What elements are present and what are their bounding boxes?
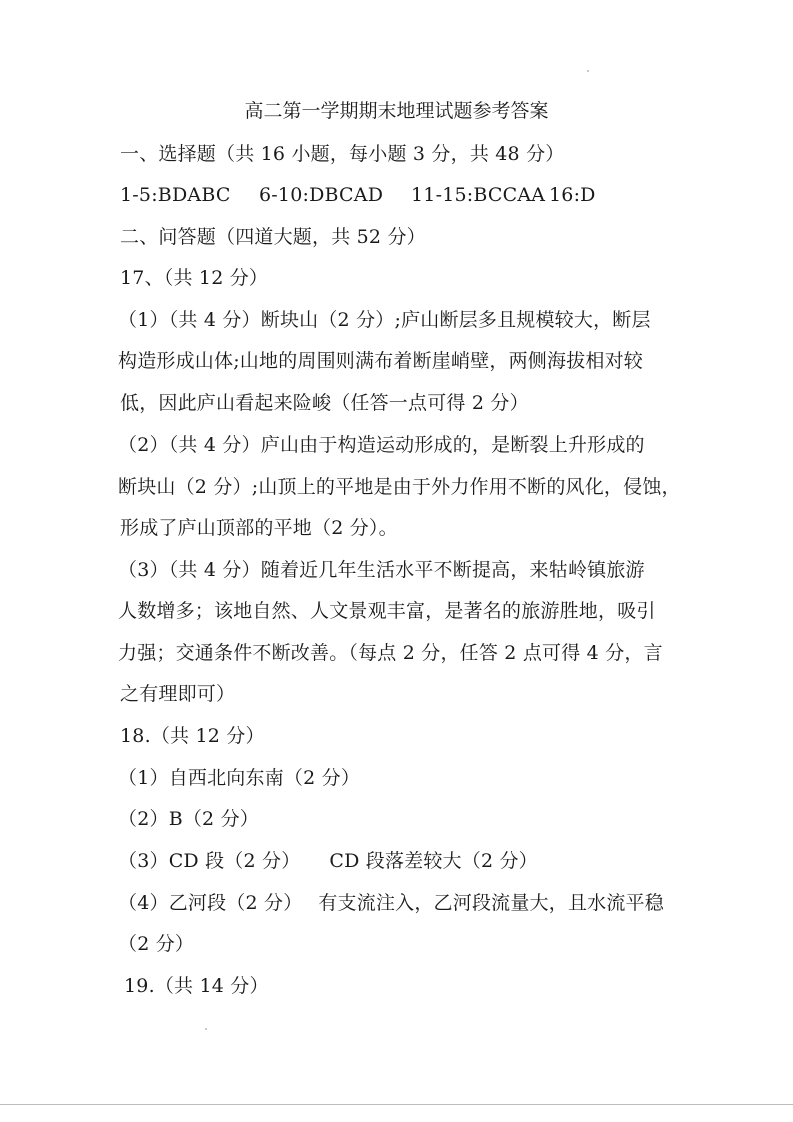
section2-heading: 二、问答题（四道大题，共 52 分） <box>120 226 426 248</box>
q17-part1-line3: 低，因此庐山看起来险峻（任答一点可得 2 分） <box>120 392 529 414</box>
q17-part2-line3: 形成了庐山顶部的平地（2 分）。 <box>120 517 398 539</box>
q18-answer4-line2: （2 分） <box>118 933 195 955</box>
q17-part3-line4: 之有理即可） <box>120 683 236 705</box>
page-bottom-edge <box>0 1104 793 1105</box>
scan-speck <box>587 70 589 72</box>
q17-part3-line2: 人数增多；该地自然、人文景观丰富，是著名的旅游胜地，吸引 <box>118 600 656 622</box>
q17-part1-line1: （1）（共 4 分）断块山（2 分）;庐山断层多且规模较大，断层 <box>118 309 651 331</box>
mc-answer-11-15: 11-15:BCCAA <box>411 184 546 206</box>
q17-part1-line2: 构造形成山体;山地的周围则满布着断崖峭壁，两侧海拔相对较 <box>118 350 644 372</box>
q18-answer4-line1: （4）乙河段（2 分） 有支流注入，乙河段流量大，且水流平稳 <box>118 892 664 914</box>
mc-answer-16: 16:D <box>549 184 596 206</box>
mc-answer-6-10: 6-10:DBCAD <box>259 184 384 206</box>
q18-answer1: （1）自西北向东南（2 分） <box>118 767 361 789</box>
q17-part2-line1: （2）（共 4 分）庐山由于构造运动形成的，是断裂上升形成的 <box>118 434 645 456</box>
mc-answer-1-5: 1-5:BDABC <box>120 184 231 206</box>
q17-heading: 17、（共 12 分） <box>120 267 269 289</box>
q19-heading: 19.（共 14 分） <box>124 975 269 997</box>
section1-heading: 一、选择题（共 16 小题，每小题 3 分，共 48 分） <box>120 143 565 165</box>
q17-part3-line1: （3）（共 4 分）随着近几年生活水平不断提高，来牯岭镇旅游 <box>118 559 645 581</box>
scan-speck <box>205 1028 207 1030</box>
q18-answer3: （3）CD 段（2 分） CD 段落差较大（2 分） <box>118 850 538 872</box>
q17-part3-line3: 力强；交通条件不断改善。（每点 2 分，任答 2 点可得 4 分，言 <box>118 642 663 664</box>
q18-answer2: （2）B（2 分） <box>118 808 259 830</box>
page-title: 高二第一学期期末地理试题参考答案 <box>244 100 549 122</box>
q18-heading: 18.（共 12 分） <box>120 725 265 747</box>
mc-answers-row <box>120 182 690 208</box>
q17-part2-line2: 断块山（2 分）;山顶上的平地是由于外力作用不断的风化，侵蚀， <box>118 476 681 498</box>
